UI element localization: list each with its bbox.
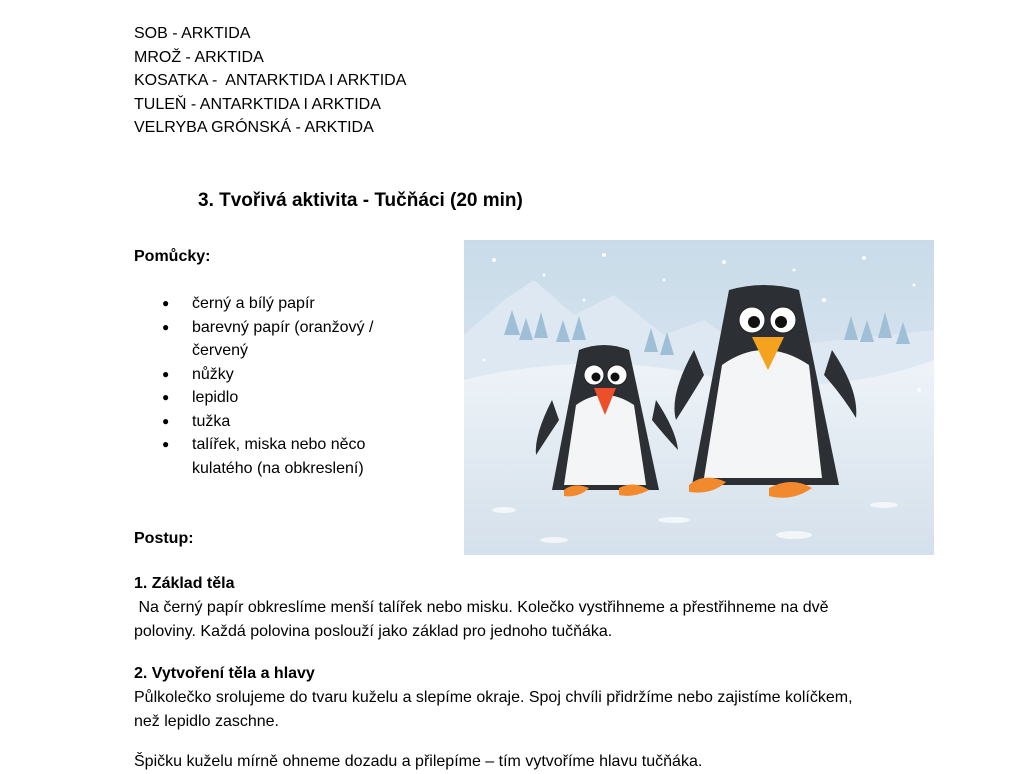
animal-line: VELRYBA GRÓNSKÁ - ARKTIDA bbox=[134, 119, 374, 136]
step-2-continuation bbox=[134, 750, 864, 774]
tool-item: ● barevný papír (oranžový / červený bbox=[160, 316, 440, 363]
step-title: 1. Základ těla bbox=[134, 575, 235, 592]
step-text: Půlkolečko srolujeme do tvaru kuželu a slepíme okraje. Spoj chvíli přidržíme nebo zajistíme kolíčkem, než lepidlo zaschne. bbox=[134, 689, 857, 730]
tool-item: ● černý a bílý papír bbox=[160, 292, 440, 316]
penguin-photo bbox=[464, 240, 934, 555]
tools-label: Pomůcky: bbox=[134, 248, 211, 265]
step-1 bbox=[134, 572, 864, 644]
tool-item: ● tužka bbox=[160, 410, 440, 434]
tools-list bbox=[160, 292, 440, 480]
tool-item: ● lepidlo bbox=[160, 386, 440, 410]
animal-line: MROŽ - ARKTIDA bbox=[134, 48, 264, 66]
penguin-illustration bbox=[464, 240, 934, 555]
animal-line: SOB - ARKTIDA bbox=[134, 25, 251, 42]
animal-line: TULEŇ - ANTARKTIDA I ARKTIDA bbox=[134, 95, 381, 113]
procedure-label: Postup: bbox=[134, 530, 194, 547]
animal-list bbox=[134, 22, 406, 140]
section-heading: 3. Tvořivá aktivita - Tučňáci (20 min) bbox=[198, 190, 523, 211]
animal-line: KOSATKA - ANTARKTIDA I ARKTIDA bbox=[134, 72, 407, 89]
step-text: Na černý papír obkreslíme menší talířek nebo misku. Kolečko vystřihneme a přestřihneme na dvě poloviny. Každá polovina poslouží jako základ pro jednoho tučňáka. bbox=[134, 599, 833, 640]
tool-item: ● talířek, miska nebo něco kulatého (na obkreslení) bbox=[160, 433, 440, 480]
step-title: 2. Vytvoření těla a hlavy bbox=[134, 665, 315, 682]
step-2 bbox=[134, 662, 864, 734]
tool-item: ● nůžky bbox=[160, 363, 440, 387]
step-text: Špičku kuželu mírně ohneme dozadu a přilepíme – tím vytvoříme hlavu tučňáka. bbox=[134, 753, 703, 770]
